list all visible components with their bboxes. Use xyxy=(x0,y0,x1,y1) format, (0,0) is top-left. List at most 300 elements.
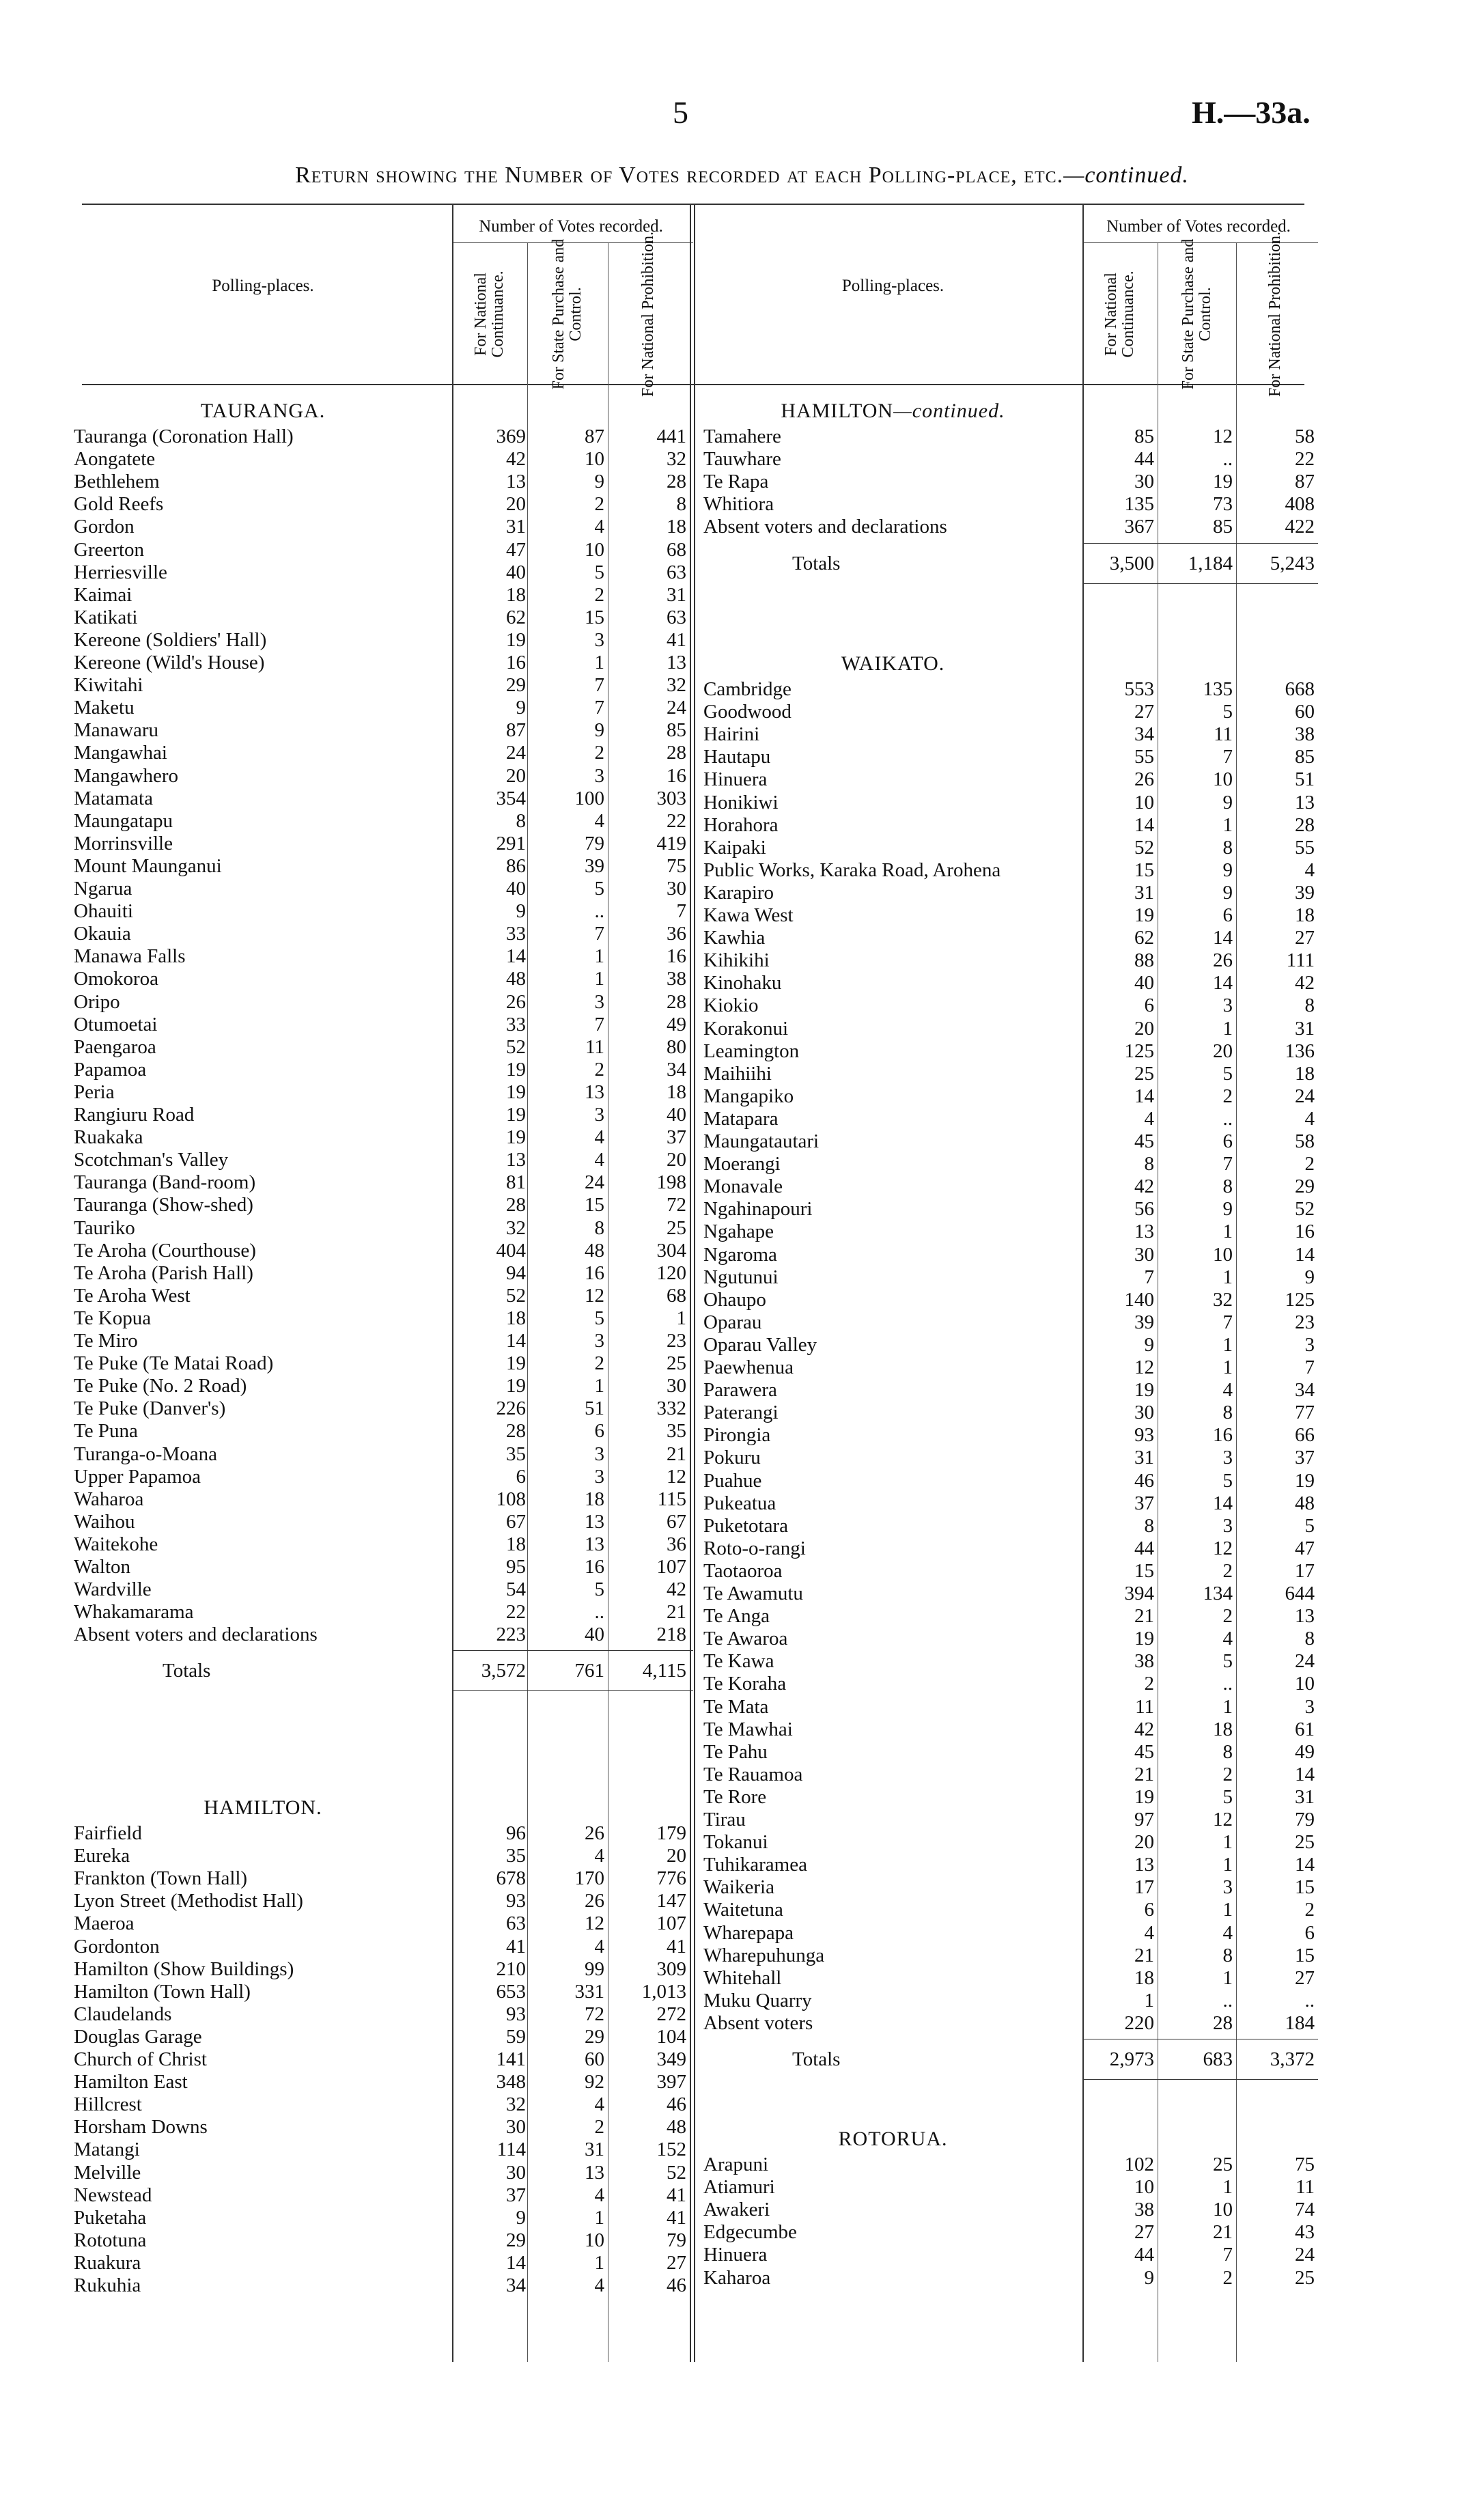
place-name: Kereone (Soldiers' Hall) xyxy=(74,628,267,651)
vote-count: 3 xyxy=(594,628,604,651)
vote-count: 553 xyxy=(1124,678,1154,700)
vote-count: 678 xyxy=(496,1867,526,1890)
vote-count: 10 xyxy=(1213,2199,1233,2221)
table-row xyxy=(0,629,1484,652)
table-row xyxy=(0,1379,1484,1402)
title-text: Return showing the Number of Votes recorded at each Polling-place, etc. xyxy=(295,163,1064,188)
vote-count: 12 xyxy=(1213,426,1233,447)
table-row xyxy=(0,814,1484,837)
vote-count: 2 xyxy=(1144,1673,1154,1695)
vote-count: 6 xyxy=(1222,904,1233,926)
vote-count: 31 xyxy=(667,583,686,606)
vote-count: 8 xyxy=(1222,836,1233,859)
vote-count: 44 xyxy=(1134,1537,1154,1559)
vote-count: 60 xyxy=(585,2048,604,2070)
vote-count: 2 xyxy=(594,742,604,764)
vote-count: 52 xyxy=(506,1284,526,1307)
vote-count: 85 xyxy=(1295,746,1315,768)
vote-count: 34 xyxy=(1134,723,1154,746)
vote-count: 4 xyxy=(594,516,604,538)
table-row xyxy=(0,1040,1484,1063)
vote-count: 14 xyxy=(1295,1243,1315,1266)
vote-count: 20 xyxy=(1213,1040,1233,1062)
vote-count: 40 xyxy=(585,1624,604,1646)
vote-count: 16 xyxy=(667,764,686,787)
table-row xyxy=(0,1085,1484,1108)
vote-count: 4 xyxy=(594,1149,604,1171)
vote-count: 179 xyxy=(656,1822,686,1844)
vote-count: 36 xyxy=(667,1533,686,1555)
vote-count: 354 xyxy=(496,787,526,809)
vote-count: 72 xyxy=(667,1194,686,1216)
place-name: Kaharoa xyxy=(703,2266,771,2289)
place-name: Upper Papamoa xyxy=(74,1465,201,1488)
vote-count: 644 xyxy=(1285,1583,1315,1604)
vote-count: 1 xyxy=(1222,1831,1233,1854)
vote-count: 404 xyxy=(496,1239,526,1262)
vote-count: 15 xyxy=(1134,1559,1154,1582)
vote-count: 2 xyxy=(1222,1605,1233,1628)
total-count: 683 xyxy=(1203,2048,1233,2070)
vote-count: 304 xyxy=(656,1239,686,1262)
place-name: Korakonui xyxy=(703,1017,789,1040)
vote-count: 1 xyxy=(1222,1356,1233,1378)
vote-count: 331 xyxy=(574,1980,604,2003)
table-row xyxy=(0,1718,1484,1741)
vote-count: 135 xyxy=(1124,493,1154,516)
vote-count: 19 xyxy=(506,1126,526,1149)
vote-count: 10 xyxy=(1295,1673,1315,1695)
place-name: Waihou xyxy=(74,1510,135,1533)
place-name: Ohaupo xyxy=(703,1288,766,1311)
vote-count: 19 xyxy=(506,1104,526,1126)
vote-count: 2 xyxy=(1222,1559,1233,1582)
vote-count: .. xyxy=(594,1601,604,1624)
table-row xyxy=(0,2221,1484,2244)
vote-count: 24 xyxy=(667,697,686,719)
vote-count: 107 xyxy=(656,1912,686,1935)
place-name: Matamata xyxy=(74,787,153,809)
vote-count: 1 xyxy=(594,652,604,673)
vote-count: 5 xyxy=(594,878,604,900)
vote-count: 28 xyxy=(667,990,686,1013)
vote-count: 30 xyxy=(1134,1402,1154,1424)
vote-count: 9 xyxy=(516,2206,526,2229)
vote-count: 45 xyxy=(1134,1130,1154,1152)
vote-count: 6 xyxy=(516,1465,526,1488)
table-row xyxy=(0,607,1484,629)
vote-count: 7 xyxy=(676,900,686,923)
vote-count: 9 xyxy=(1222,859,1233,881)
vote-count: 79 xyxy=(1295,1809,1315,1830)
place-name: Puketotara xyxy=(703,1514,789,1537)
place-name: Matangi xyxy=(74,2139,140,2161)
vote-count: 4 xyxy=(1304,859,1315,881)
table-row xyxy=(0,1492,1484,1515)
vote-count: 668 xyxy=(1285,678,1315,700)
vote-count: 114 xyxy=(496,2139,526,2161)
vote-count: 25 xyxy=(1134,1062,1154,1085)
vote-count: 30 xyxy=(1134,1243,1154,1266)
vote-count: 170 xyxy=(574,1867,604,1890)
vote-count: .. xyxy=(594,900,604,923)
vote-count: 2 xyxy=(1222,2266,1233,2289)
vote-count: 19 xyxy=(506,1081,526,1103)
polling-places-header-left: Polling-places. xyxy=(212,277,314,295)
table-row xyxy=(0,1153,1484,1175)
vote-count: 1 xyxy=(676,1307,686,1329)
vote-count: 26 xyxy=(1213,949,1233,972)
vote-count: 25 xyxy=(1295,2266,1315,2289)
place-name: Cambridge xyxy=(703,678,792,700)
vote-count: 18 xyxy=(667,1081,686,1103)
vote-count: 223 xyxy=(496,1624,526,1646)
vote-count: 13 xyxy=(585,1081,604,1103)
vote-count: 15 xyxy=(1134,859,1154,881)
vote-count: 100 xyxy=(574,787,604,809)
table-row xyxy=(0,2267,1484,2289)
vote-count: 8 xyxy=(1222,1740,1233,1763)
place-name: Otumoetai xyxy=(74,1013,158,1035)
vote-count: 9 xyxy=(1144,2266,1154,2289)
place-name: Pukeatua xyxy=(703,1492,776,1514)
table-row xyxy=(0,2093,1484,2116)
column-header-left-2: For State Purchase and Control. xyxy=(549,238,585,390)
vote-count: 3 xyxy=(1222,1447,1233,1469)
vote-count: 3 xyxy=(1222,994,1233,1017)
vote-count: 18 xyxy=(506,1307,526,1329)
vote-count: 13 xyxy=(506,471,526,493)
vote-count: 56 xyxy=(1134,1198,1154,1221)
vote-count: 33 xyxy=(506,1013,526,1035)
vote-count: 14 xyxy=(1295,1763,1315,1785)
vote-count: 16 xyxy=(1213,1424,1233,1447)
vote-count: 51 xyxy=(585,1397,604,1420)
place-name: Morrinsville xyxy=(74,832,173,854)
vote-count: 13 xyxy=(1295,1605,1315,1628)
vote-count: 25 xyxy=(1213,2154,1233,2175)
vote-count: 9 xyxy=(1304,1266,1315,1288)
place-name: Hautapu xyxy=(703,746,771,768)
table-row xyxy=(0,1244,1484,1266)
vote-count: 47 xyxy=(506,538,526,561)
vote-count: 1 xyxy=(594,2251,604,2274)
vote-count: 99 xyxy=(585,1958,604,1980)
total-count: 2,973 xyxy=(1109,2048,1154,2070)
vote-count: 62 xyxy=(1134,927,1154,949)
title-suffix: —continued. xyxy=(1063,163,1189,188)
vote-count: 14 xyxy=(1134,813,1154,836)
place-name: Waharoa xyxy=(74,1488,144,1510)
place-name: Fairfield xyxy=(74,1822,142,1844)
table-row xyxy=(0,2176,1484,2199)
vote-count: 4 xyxy=(1222,1379,1233,1402)
place-name: Rangiuru Road xyxy=(74,1104,195,1126)
vote-count: 31 xyxy=(506,516,526,538)
place-name: Tauranga (Show-shed) xyxy=(74,1194,253,1216)
vote-count: 12 xyxy=(1213,1537,1233,1559)
section-title-right-1 xyxy=(703,652,1082,676)
place-name: Te Pahu xyxy=(703,1740,768,1763)
place-name: Mangapiko xyxy=(703,1085,794,1107)
vote-count: 28 xyxy=(667,471,686,493)
vote-count: 4 xyxy=(1144,1107,1154,1130)
vote-count: 2 xyxy=(594,583,604,606)
vote-count: 80 xyxy=(667,1035,686,1058)
votes-header-right: Number of Votes recorded. xyxy=(1106,217,1291,236)
total-count: 3,500 xyxy=(1109,552,1154,574)
vote-count: 16 xyxy=(1295,1221,1315,1243)
vote-count: 332 xyxy=(656,1397,686,1420)
vote-count: 4 xyxy=(1144,1921,1154,1944)
vote-count: 63 xyxy=(506,1912,526,1935)
vote-count: 30 xyxy=(506,2161,526,2184)
table-row xyxy=(0,1876,1484,1899)
vote-count: 1 xyxy=(1222,2176,1233,2199)
place-name: Hillcrest xyxy=(74,2093,142,2116)
vote-count: 42 xyxy=(1134,1175,1154,1198)
vote-count: 5 xyxy=(1222,1062,1233,1085)
table-row xyxy=(0,723,1484,746)
vote-count: 20 xyxy=(667,1149,686,1171)
vote-count: 2 xyxy=(594,1352,604,1375)
vote-count: 27 xyxy=(667,2251,686,2274)
vote-count: 12 xyxy=(667,1465,686,1488)
place-name: Te Rapa xyxy=(703,471,769,493)
vote-count: 40 xyxy=(506,878,526,900)
vote-count: 29 xyxy=(506,674,526,697)
vote-count: 44 xyxy=(1134,2244,1154,2266)
vote-count: 210 xyxy=(496,1958,526,1980)
vote-count: 15 xyxy=(1295,1876,1315,1899)
vote-count: 3 xyxy=(1222,1514,1233,1537)
vote-count: 1 xyxy=(1222,1899,1233,1921)
place-name: Hinuera xyxy=(703,2244,768,2266)
place-name: Oparau xyxy=(703,1311,762,1333)
vote-count: 14 xyxy=(1213,972,1233,994)
vote-count: 13 xyxy=(585,1510,604,1533)
vote-count: 31 xyxy=(1134,881,1154,904)
place-name: Greerton xyxy=(74,538,145,561)
place-name: Horsham Downs xyxy=(74,2116,208,2139)
totals-row xyxy=(0,553,1484,575)
vote-count: 125 xyxy=(1124,1040,1154,1062)
vote-count: 14 xyxy=(1213,927,1233,949)
place-name: Te Puke (Danver's) xyxy=(74,1397,226,1420)
vote-count: 52 xyxy=(1134,836,1154,859)
vote-count: 18 xyxy=(585,1488,604,1510)
vote-count: 2 xyxy=(594,2116,604,2139)
vote-count: 272 xyxy=(656,2003,686,2025)
place-name: Peria xyxy=(74,1081,115,1103)
vote-count: 3 xyxy=(1304,1333,1315,1356)
vote-count: 16 xyxy=(667,945,686,968)
vote-count: 86 xyxy=(506,854,526,877)
vote-count: 776 xyxy=(656,1867,686,1890)
vote-count: 2 xyxy=(594,493,604,516)
table-row xyxy=(0,1696,1484,1718)
vote-count: 87 xyxy=(506,719,526,742)
document-code: H.—33a. xyxy=(1192,95,1311,130)
column-header-right-3: For National Prohibition. xyxy=(1265,232,1284,397)
place-name: Herriesville xyxy=(74,561,167,583)
vote-count: 6 xyxy=(594,1420,604,1443)
vote-count: 40 xyxy=(506,561,526,583)
vote-count: 5 xyxy=(594,1307,604,1329)
place-name: Public Works, Karaka Road, Arohena xyxy=(703,859,1001,881)
place-name: Ruakura xyxy=(74,2251,141,2274)
vote-count: 21 xyxy=(1134,1763,1154,1785)
vote-count: 29 xyxy=(506,2229,526,2251)
place-name: Te Aroha (Parish Hall) xyxy=(74,1262,253,1284)
place-name: Paterangi xyxy=(703,1402,779,1424)
vote-count: 120 xyxy=(656,1262,686,1284)
vote-count: 3 xyxy=(594,1465,604,1488)
place-name: Ngaroma xyxy=(703,1243,777,1266)
vote-count: 31 xyxy=(585,2139,604,2161)
place-name: Monavale xyxy=(703,1175,783,1198)
place-name: Te Puke (Te Matai Road) xyxy=(74,1352,274,1375)
place-name: Frankton (Town Hall) xyxy=(74,1867,248,1890)
vote-count: 21 xyxy=(667,1601,686,1624)
vote-count: 7 xyxy=(1222,746,1233,768)
place-name: Oripo xyxy=(74,990,120,1013)
vote-count: 27 xyxy=(1295,927,1315,949)
vote-count: 79 xyxy=(585,832,604,854)
vote-count: 226 xyxy=(496,1397,526,1420)
vote-count: 26 xyxy=(506,990,526,1013)
vote-count: 1 xyxy=(594,945,604,968)
vote-count: 10 xyxy=(585,448,604,471)
section-title-right-2 xyxy=(703,2128,1082,2151)
table-row xyxy=(0,1945,1484,1967)
place-name: Whitiora xyxy=(703,493,774,516)
vote-count: 18 xyxy=(506,1533,526,1555)
table-row xyxy=(0,904,1484,927)
place-name: Goodwood xyxy=(703,701,792,723)
vote-count: 48 xyxy=(667,2116,686,2139)
totals-label: Totals xyxy=(792,552,841,574)
vote-count: 31 xyxy=(1295,1785,1315,1808)
vote-count: 79 xyxy=(667,2229,686,2251)
vote-count: 140 xyxy=(1124,1288,1154,1311)
place-name: Parawera xyxy=(703,1379,777,1402)
place-name: Walton xyxy=(74,1556,131,1578)
vote-count: 18 xyxy=(1213,1718,1233,1740)
place-name: Tirau xyxy=(703,1809,746,1830)
vote-count: 115 xyxy=(657,1488,686,1510)
vote-count: 55 xyxy=(1134,746,1154,768)
place-name: Manawa Falls xyxy=(74,945,186,968)
table-row xyxy=(0,1198,1484,1221)
table-row xyxy=(0,678,1484,701)
vote-count: 13 xyxy=(506,1149,526,1171)
place-name: Manawaru xyxy=(74,719,159,742)
place-name: Maeroa xyxy=(74,1912,135,1935)
place-name: Kereone (Wild's House) xyxy=(74,652,265,673)
section-suffix: —continued. xyxy=(893,400,1005,422)
vote-count: 422 xyxy=(1285,516,1315,538)
place-name: Ngahinapouri xyxy=(703,1198,813,1221)
vote-count: 55 xyxy=(1295,836,1315,859)
vote-count: 20 xyxy=(1134,1831,1154,1854)
place-name: Claudelands xyxy=(74,2003,172,2025)
vote-count: 24 xyxy=(1295,1650,1315,1673)
vote-count: 40 xyxy=(1134,972,1154,994)
vote-count: 97 xyxy=(1134,1809,1154,1830)
table-row xyxy=(0,994,1484,1017)
place-name: Taotaoroa xyxy=(703,1559,783,1582)
vote-count: 46 xyxy=(667,2274,686,2296)
vote-count: 9 xyxy=(1144,1333,1154,1356)
table-row xyxy=(0,927,1484,949)
place-name: Papamoa xyxy=(74,1058,147,1081)
place-name: Kinohaku xyxy=(703,972,782,994)
vote-count: 1 xyxy=(594,1375,604,1397)
vote-count: 9 xyxy=(1222,881,1233,904)
place-name: Lyon Street (Methodist Hall) xyxy=(74,1890,303,1912)
vote-count: 18 xyxy=(667,516,686,538)
vote-count: 40 xyxy=(667,1104,686,1126)
total-count: 5,243 xyxy=(1270,552,1315,574)
vote-count: 63 xyxy=(667,561,686,583)
place-name: Eureka xyxy=(74,1845,130,1867)
place-name: Hamilton (Town Hall) xyxy=(74,1980,251,2003)
vote-count: 22 xyxy=(1295,448,1315,471)
place-name: Puketaha xyxy=(74,2206,147,2229)
vote-count: 4 xyxy=(594,1126,604,1149)
place-name: Wharepuhunga xyxy=(703,1944,825,1966)
vote-count: 41 xyxy=(506,1935,526,1958)
vote-count: 85 xyxy=(667,719,686,742)
vote-count: 49 xyxy=(667,1013,686,1035)
vote-count: 1 xyxy=(1144,1989,1154,2011)
vote-count: 12 xyxy=(1134,1356,1154,1378)
place-name: Kawa West xyxy=(703,904,794,926)
vote-count: 6 xyxy=(1144,1899,1154,1921)
vote-count: 135 xyxy=(1203,678,1233,700)
vote-count: 52 xyxy=(506,1035,526,1058)
vote-count: 9 xyxy=(594,471,604,493)
table-top-rule xyxy=(82,204,1304,205)
place-name: Absent voters and declarations xyxy=(74,1624,318,1646)
vote-count: 6 xyxy=(1304,1921,1315,1944)
vote-count: 77 xyxy=(1295,1402,1315,1424)
vote-count: 19 xyxy=(1134,904,1154,926)
place-name: Bethlehem xyxy=(74,471,160,493)
totals-rule-bottom xyxy=(1082,2079,1318,2080)
vote-count: 3 xyxy=(594,1104,604,1126)
place-name: Absent voters xyxy=(703,2011,813,2034)
place-name: Kiokio xyxy=(703,994,759,1017)
vote-count: 13 xyxy=(667,652,686,673)
vote-count: 96 xyxy=(506,1822,526,1844)
table-row xyxy=(0,1108,1484,1130)
vote-count: 7 xyxy=(594,697,604,719)
vote-count: 17 xyxy=(1295,1559,1315,1582)
vote-count: 14 xyxy=(506,1330,526,1352)
vote-count: 8 xyxy=(1304,1628,1315,1650)
vote-count: 1 xyxy=(1222,1333,1233,1356)
vote-count: 10 xyxy=(585,538,604,561)
vote-count: 21 xyxy=(1134,1944,1154,1966)
vote-count: 41 xyxy=(667,2184,686,2206)
vote-count: 51 xyxy=(1295,768,1315,791)
table-row xyxy=(0,882,1484,904)
vote-count: 43 xyxy=(1295,2221,1315,2244)
table-row xyxy=(0,2071,1484,2093)
page-number: 5 xyxy=(673,95,688,130)
